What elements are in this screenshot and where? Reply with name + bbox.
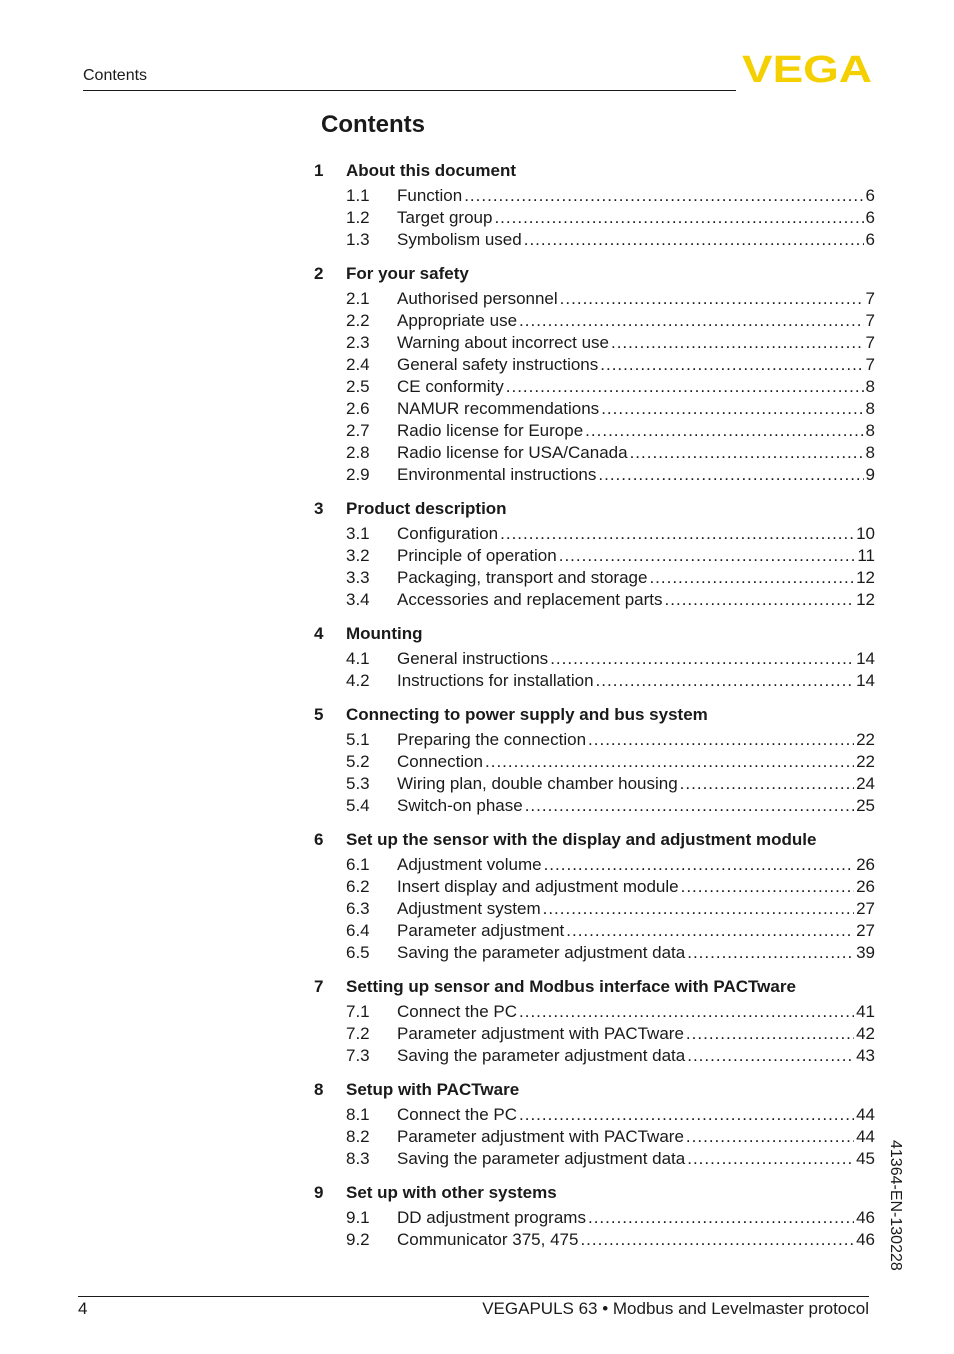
dot-leader bbox=[543, 898, 854, 920]
toc-entry[interactable] bbox=[314, 898, 875, 920]
toc-section bbox=[314, 1079, 875, 1170]
toc-entry[interactable] bbox=[314, 420, 875, 442]
toc-section bbox=[314, 263, 875, 486]
entry-title: Saving the parameter adjustment data bbox=[397, 1046, 686, 1065]
toc-entry[interactable] bbox=[314, 942, 875, 964]
entry-number: 6.1 bbox=[346, 855, 370, 874]
toc-entry[interactable] bbox=[314, 185, 875, 207]
dot-leader bbox=[485, 751, 854, 773]
entry-page-number: 7 bbox=[865, 333, 875, 352]
toc-entry[interactable] bbox=[314, 207, 875, 229]
section-number: 4 bbox=[314, 624, 324, 643]
entry-page-number: 44 bbox=[856, 1127, 875, 1146]
entry-title: Adjustment system bbox=[397, 899, 541, 918]
document-title: VEGAPULS 63 • Modbus and Levelmaster protocol bbox=[482, 1299, 869, 1318]
section-title: About this document bbox=[346, 161, 516, 180]
toc-section bbox=[314, 160, 875, 251]
entry-number: 6.5 bbox=[346, 943, 370, 962]
toc-entry[interactable] bbox=[314, 1207, 875, 1229]
entry-title: Symbolism used bbox=[397, 230, 522, 249]
entry-page-number: 12 bbox=[856, 568, 875, 587]
toc-entry[interactable] bbox=[314, 751, 875, 773]
toc-entry[interactable] bbox=[314, 1045, 875, 1067]
entry-title: Connect the PC bbox=[397, 1002, 518, 1021]
entry-number: 2.3 bbox=[346, 333, 370, 352]
dot-leader bbox=[680, 773, 854, 795]
entry-title: NAMUR recommendations bbox=[397, 399, 600, 418]
entry-number: 3.1 bbox=[346, 524, 370, 543]
entry-number: 9.2 bbox=[346, 1230, 370, 1249]
dot-leader bbox=[600, 354, 863, 376]
entry-title: Parameter adjustment with PACTware bbox=[397, 1024, 684, 1043]
entry-page-number: 26 bbox=[856, 877, 875, 896]
entry-page-number: 45 bbox=[856, 1149, 875, 1168]
dot-leader bbox=[580, 1229, 854, 1251]
entry-number: 2.1 bbox=[346, 289, 370, 308]
entry-page-number: 7 bbox=[865, 311, 875, 330]
entry-title: Instructions for installation bbox=[397, 671, 594, 690]
toc-section bbox=[314, 498, 875, 611]
toc-section bbox=[314, 976, 875, 1067]
toc-section bbox=[314, 829, 875, 964]
entry-title: Saving the parameter adjustment data bbox=[397, 1149, 686, 1168]
section-title: Setup with PACTware bbox=[346, 1080, 520, 1099]
entry-title: CE conformity bbox=[397, 377, 504, 396]
entry-title: Radio license for USA/Canada bbox=[397, 443, 628, 462]
entry-number: 2.5 bbox=[346, 377, 370, 396]
page-number: 4 bbox=[78, 1299, 88, 1318]
vega-logo bbox=[742, 52, 872, 84]
entry-title: Accessories and replacement parts bbox=[397, 590, 663, 609]
toc-section-heading[interactable] bbox=[314, 1182, 875, 1204]
section-number: 3 bbox=[314, 499, 324, 518]
entry-number: 2.2 bbox=[346, 311, 370, 330]
entry-number: 2.7 bbox=[346, 421, 370, 440]
entry-number: 2.8 bbox=[346, 443, 370, 462]
entry-title: Parameter adjustment with PACTware bbox=[397, 1127, 684, 1146]
toc-entry[interactable] bbox=[314, 795, 875, 817]
dot-leader bbox=[559, 545, 856, 567]
toc-entry[interactable] bbox=[314, 464, 875, 486]
toc-entry[interactable] bbox=[314, 648, 875, 670]
dot-leader bbox=[687, 1045, 854, 1067]
dot-leader bbox=[588, 729, 854, 751]
toc-entry[interactable] bbox=[314, 1229, 875, 1251]
section-number: 2 bbox=[314, 264, 324, 283]
toc-entry[interactable] bbox=[314, 523, 875, 545]
dot-leader bbox=[550, 648, 854, 670]
dot-leader bbox=[588, 1207, 854, 1229]
entry-title: Warning about incorrect use bbox=[397, 333, 609, 352]
entry-page-number: 8 bbox=[865, 421, 875, 440]
entry-number: 1.1 bbox=[346, 186, 370, 205]
dot-leader bbox=[598, 464, 863, 486]
dot-leader bbox=[681, 876, 854, 898]
toc-section bbox=[314, 704, 875, 817]
entry-page-number: 25 bbox=[856, 796, 875, 815]
toc-entry[interactable] bbox=[314, 545, 875, 567]
running-header: Contents bbox=[83, 67, 148, 84]
entry-page-number: 8 bbox=[865, 443, 875, 462]
entry-number: 2.4 bbox=[346, 355, 370, 374]
entry-number: 8.3 bbox=[346, 1149, 370, 1168]
entry-number: 4.2 bbox=[346, 671, 370, 690]
dot-leader bbox=[500, 523, 854, 545]
dot-leader bbox=[596, 670, 855, 692]
entry-page-number: 8 bbox=[865, 399, 875, 418]
entry-number: 1.3 bbox=[346, 230, 370, 249]
toc-section-heading[interactable] bbox=[314, 263, 875, 285]
entry-title: Packaging, transport and storage bbox=[397, 568, 648, 587]
toc-entry[interactable] bbox=[314, 920, 875, 942]
entry-title: Authorised personnel bbox=[397, 289, 558, 308]
section-title: Setting up sensor and Modbus interface with PACTware bbox=[346, 977, 796, 996]
dot-leader bbox=[519, 1104, 854, 1126]
dot-leader bbox=[560, 288, 864, 310]
toc-entry[interactable] bbox=[314, 332, 875, 354]
entry-title: Connect the PC bbox=[397, 1105, 518, 1124]
section-number: 8 bbox=[314, 1080, 324, 1099]
section-title: For your safety bbox=[346, 264, 469, 283]
entry-title: Configuration bbox=[397, 524, 499, 543]
toc-section-heading[interactable] bbox=[314, 829, 875, 851]
entry-number: 5.4 bbox=[346, 796, 370, 815]
entry-page-number: 14 bbox=[856, 671, 875, 690]
section-number: 9 bbox=[314, 1183, 324, 1202]
toc-entry[interactable] bbox=[314, 876, 875, 898]
dot-leader bbox=[524, 229, 864, 251]
dot-leader bbox=[665, 589, 855, 611]
section-title: Set up the sensor with the display and adjustment module bbox=[346, 830, 817, 849]
toc-section bbox=[314, 1182, 875, 1251]
toc-section bbox=[314, 623, 875, 692]
entry-number: 6.3 bbox=[346, 899, 370, 918]
document-code: 41364-EN-130228 bbox=[887, 1140, 904, 1271]
entry-page-number: 41 bbox=[856, 1002, 875, 1021]
entry-title: Parameter adjustment bbox=[397, 921, 565, 940]
entry-title: Communicator 375, 475 bbox=[397, 1230, 579, 1249]
header-rule bbox=[83, 90, 736, 91]
section-title: Mounting bbox=[346, 624, 423, 643]
entry-page-number: 7 bbox=[865, 289, 875, 308]
entry-number: 6.4 bbox=[346, 921, 370, 940]
toc-entry[interactable] bbox=[314, 229, 875, 251]
entry-title: Environmental instructions bbox=[397, 465, 597, 484]
dot-leader bbox=[464, 185, 863, 207]
entry-page-number: 9 bbox=[865, 465, 875, 484]
toc-entry[interactable] bbox=[314, 398, 875, 420]
entry-title: Saving the parameter adjustment data bbox=[397, 943, 686, 962]
entry-number: 8.2 bbox=[346, 1127, 370, 1146]
toc-entry[interactable] bbox=[314, 567, 875, 589]
section-title: Set up with other systems bbox=[346, 1183, 557, 1202]
table-of-contents bbox=[314, 160, 875, 1263]
entry-title: Preparing the connection bbox=[397, 730, 587, 749]
entry-title: Radio license for Europe bbox=[397, 421, 584, 440]
section-number: 1 bbox=[314, 161, 324, 180]
dot-leader bbox=[525, 795, 854, 817]
dot-leader bbox=[649, 567, 854, 589]
entry-page-number: 42 bbox=[856, 1024, 875, 1043]
entry-page-number: 14 bbox=[856, 649, 875, 668]
entry-page-number: 6 bbox=[865, 208, 875, 227]
toc-entry[interactable] bbox=[314, 589, 875, 611]
toc-entry[interactable] bbox=[314, 1023, 875, 1045]
entry-number: 5.2 bbox=[346, 752, 370, 771]
entry-title: Connection bbox=[397, 752, 484, 771]
entry-number: 8.1 bbox=[346, 1105, 370, 1124]
toc-section-heading[interactable] bbox=[314, 976, 875, 998]
toc-entry[interactable] bbox=[314, 854, 875, 876]
dot-leader bbox=[506, 376, 864, 398]
entry-page-number: 12 bbox=[856, 590, 875, 609]
entry-number: 7.1 bbox=[346, 1002, 370, 1021]
entry-page-number: 6 bbox=[865, 186, 875, 205]
dot-leader bbox=[630, 442, 864, 464]
toc-entry[interactable] bbox=[314, 1148, 875, 1170]
entry-page-number: 46 bbox=[856, 1230, 875, 1249]
entry-page-number: 27 bbox=[856, 899, 875, 918]
toc-entry[interactable] bbox=[314, 310, 875, 332]
section-number: 6 bbox=[314, 830, 324, 849]
dot-leader bbox=[687, 1148, 854, 1170]
toc-section-heading[interactable] bbox=[314, 498, 875, 520]
section-title: Product description bbox=[346, 499, 507, 518]
logo-text: VEGA bbox=[742, 52, 872, 84]
entry-page-number: 8 bbox=[865, 377, 875, 396]
entry-number: 5.1 bbox=[346, 730, 370, 749]
toc-entry[interactable] bbox=[314, 442, 875, 464]
entry-number: 1.2 bbox=[346, 208, 370, 227]
entry-title: General safety instructions bbox=[397, 355, 599, 374]
entry-number: 5.3 bbox=[346, 774, 370, 793]
toc-entry[interactable] bbox=[314, 1001, 875, 1023]
toc-section-heading[interactable] bbox=[314, 704, 875, 726]
entry-page-number: 27 bbox=[856, 921, 875, 940]
dot-leader bbox=[519, 310, 864, 332]
toc-entry[interactable] bbox=[314, 354, 875, 376]
entry-title: Switch-on phase bbox=[397, 796, 523, 815]
entry-number: 2.9 bbox=[346, 465, 370, 484]
section-number: 7 bbox=[314, 977, 324, 996]
dot-leader bbox=[544, 854, 855, 876]
dot-leader bbox=[611, 332, 864, 354]
toc-entry[interactable] bbox=[314, 288, 875, 310]
entry-page-number: 7 bbox=[865, 355, 875, 374]
entry-number: 6.2 bbox=[346, 877, 370, 896]
toc-entry[interactable] bbox=[314, 376, 875, 398]
section-title: Connecting to power supply and bus system bbox=[346, 705, 708, 724]
dot-leader bbox=[686, 1023, 854, 1045]
entry-number: 3.4 bbox=[346, 590, 370, 609]
entry-number: 7.3 bbox=[346, 1046, 370, 1065]
entry-title: General instructions bbox=[397, 649, 549, 668]
dot-leader bbox=[601, 398, 863, 420]
entry-page-number: 26 bbox=[856, 855, 875, 874]
entry-title: Target group bbox=[397, 208, 493, 227]
entry-page-number: 11 bbox=[857, 546, 875, 565]
dot-leader bbox=[566, 920, 854, 942]
entry-title: Wiring plan, double chamber housing bbox=[397, 774, 678, 793]
toc-section-heading[interactable] bbox=[314, 623, 875, 645]
entry-number: 4.1 bbox=[346, 649, 370, 668]
entry-page-number: 22 bbox=[856, 730, 875, 749]
toc-entry[interactable] bbox=[314, 1126, 875, 1148]
entry-title: Principle of operation bbox=[397, 546, 557, 565]
entry-title: Function bbox=[397, 186, 463, 205]
entry-page-number: 6 bbox=[865, 230, 875, 249]
entry-page-number: 44 bbox=[856, 1105, 875, 1124]
toc-entry[interactable] bbox=[314, 729, 875, 751]
entry-number: 7.2 bbox=[346, 1024, 370, 1043]
entry-title: DD adjustment programs bbox=[397, 1208, 586, 1227]
entry-page-number: 46 bbox=[856, 1208, 875, 1227]
entry-title: Appropriate use bbox=[397, 311, 518, 330]
entry-title: Adjustment volume bbox=[397, 855, 542, 874]
entry-page-number: 43 bbox=[856, 1046, 875, 1065]
entry-number: 3.3 bbox=[346, 568, 370, 587]
entry-number: 2.6 bbox=[346, 399, 370, 418]
entry-page-number: 10 bbox=[856, 524, 875, 543]
dot-leader bbox=[519, 1001, 854, 1023]
entry-page-number: 22 bbox=[856, 752, 875, 771]
dot-leader bbox=[686, 1126, 854, 1148]
section-number: 5 bbox=[314, 705, 324, 724]
entry-number: 9.1 bbox=[346, 1208, 370, 1227]
toc-entry[interactable] bbox=[314, 670, 875, 692]
toc-section-heading[interactable] bbox=[314, 1079, 875, 1101]
dot-leader bbox=[494, 207, 863, 229]
toc-entry[interactable] bbox=[314, 1104, 875, 1126]
toc-entry[interactable] bbox=[314, 773, 875, 795]
entry-title: Insert display and adjustment module bbox=[397, 877, 679, 896]
entry-page-number: 39 bbox=[856, 943, 875, 962]
entry-page-number: 24 bbox=[856, 774, 875, 793]
entry-number: 3.2 bbox=[346, 546, 370, 565]
dot-leader bbox=[687, 942, 854, 964]
toc-section-heading[interactable] bbox=[314, 160, 875, 182]
dot-leader bbox=[585, 420, 863, 442]
page-title: Contents bbox=[321, 111, 425, 138]
footer-rule bbox=[78, 1296, 869, 1297]
